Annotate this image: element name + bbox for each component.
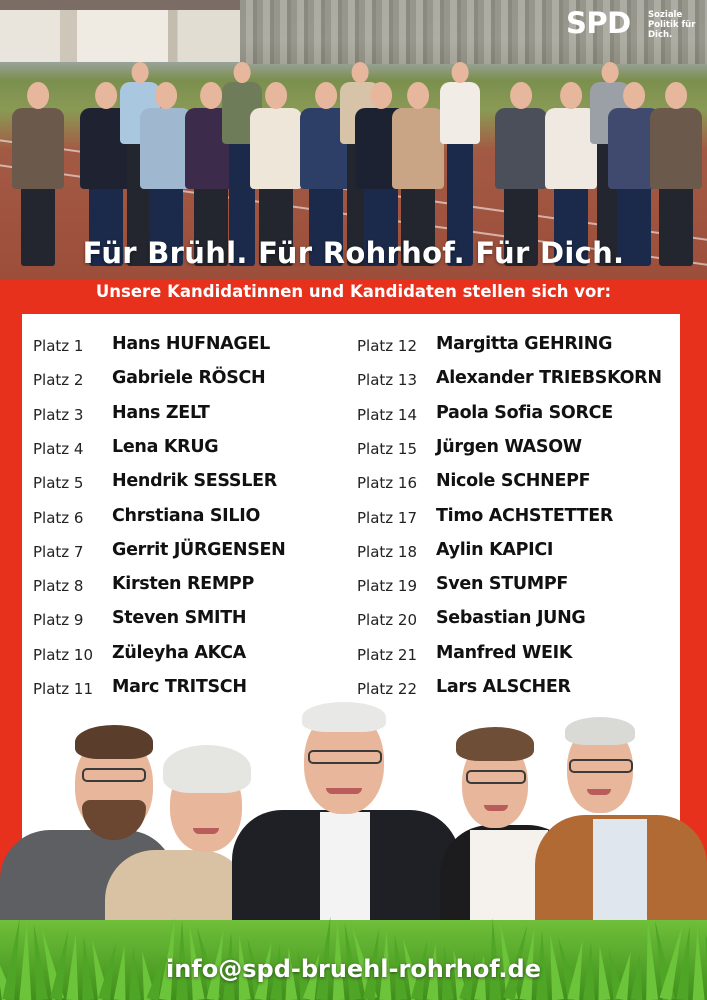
subtitle: Unsere Kandidatinnen und Kandidaten stellen sich vor: [95,282,612,301]
candidate-rank: Platz 22 [357,680,418,698]
contact-email: info@spd-bruehl-rohrhof.de [165,955,542,983]
candidate-name: Hans HUFNAGEL [112,334,270,354]
candidate-name: Hendrik SESSLER [112,471,277,492]
candidate-rank: Platz 3 [33,405,84,424]
candidate-name: Lars ALSCHER [436,677,571,697]
candidate-name: Hans ZELT [112,402,210,423]
candidate-name: Gerrit JÜRGENSEN [112,539,286,560]
candidate-name: Jürgen WASOW [436,436,582,457]
candidate-name: Alexander TRIEBSKORN [436,368,662,389]
candidate-rank: Platz 20 [357,611,418,630]
candidate-rank: Platz 2 [33,371,84,390]
candidate-rank: Platz 7 [33,542,84,561]
candidate-name: Lena KRUG [112,436,219,457]
candidate-rank: Platz 5 [33,474,84,493]
claim-line: Dich. [648,30,673,40]
candidate-rank: Platz 4 [33,439,84,458]
candidate-name: Paola Sofia SORCE [436,402,613,423]
slogan: Für Brühl. Für Rohrhof. Für Dich. [82,236,625,270]
candidate-rank: Platz 6 [33,508,84,527]
spd-logo-claim [648,10,695,40]
candidate-name: Margitta GEHRING [436,334,613,354]
candidate-rank: Platz 11 [33,680,94,698]
claim-line: Politik für [648,20,696,30]
candidate-name: Aylin KAPICI [436,539,554,560]
candidate-rank: Platz 17 [357,508,418,527]
candidate-name: Chrstiana SILIO [112,505,261,526]
candidate-rank: Platz 13 [357,371,418,390]
candidate-name: Züleyha AKCA [112,642,246,663]
candidate-rank: Platz 12 [357,337,418,355]
candidate-rank: Platz 10 [33,645,94,664]
candidate-rank: Platz 16 [357,474,418,493]
candidate-name: Gabriele RÖSCH [112,368,266,389]
candidate-rank: Platz 14 [357,405,418,424]
candidate-name: Marc TRITSCH [112,677,247,697]
background-houses [0,0,240,62]
candidate-name: Timo ACHSTETTER [436,505,614,526]
candidate-name: Manfred WEIK [436,642,573,663]
spd-logo [566,6,706,46]
candidate-rank: Platz 19 [357,577,418,596]
claim-line: Soziale [648,10,683,20]
candidate-rank: Platz 15 [357,439,418,458]
candidate-rank: Platz 21 [357,645,418,664]
candidate-name: Sven STUMPF [436,574,569,595]
candidate-rank: Platz 9 [33,611,84,630]
candidate-name: Sebastian JUNG [436,608,586,629]
candidate-rank: Platz 8 [33,577,84,596]
candidate-name: Kirsten REMPP [112,574,254,595]
candidate-name: Steven SMITH [112,608,247,629]
candidate-name: Nicole SCHNEPF [436,471,591,492]
spd-logo-word: SPD [566,6,631,40]
candidate-rank: Platz 1 [33,337,84,355]
candidate-rank: Platz 18 [357,542,418,561]
group-photo [0,0,707,280]
